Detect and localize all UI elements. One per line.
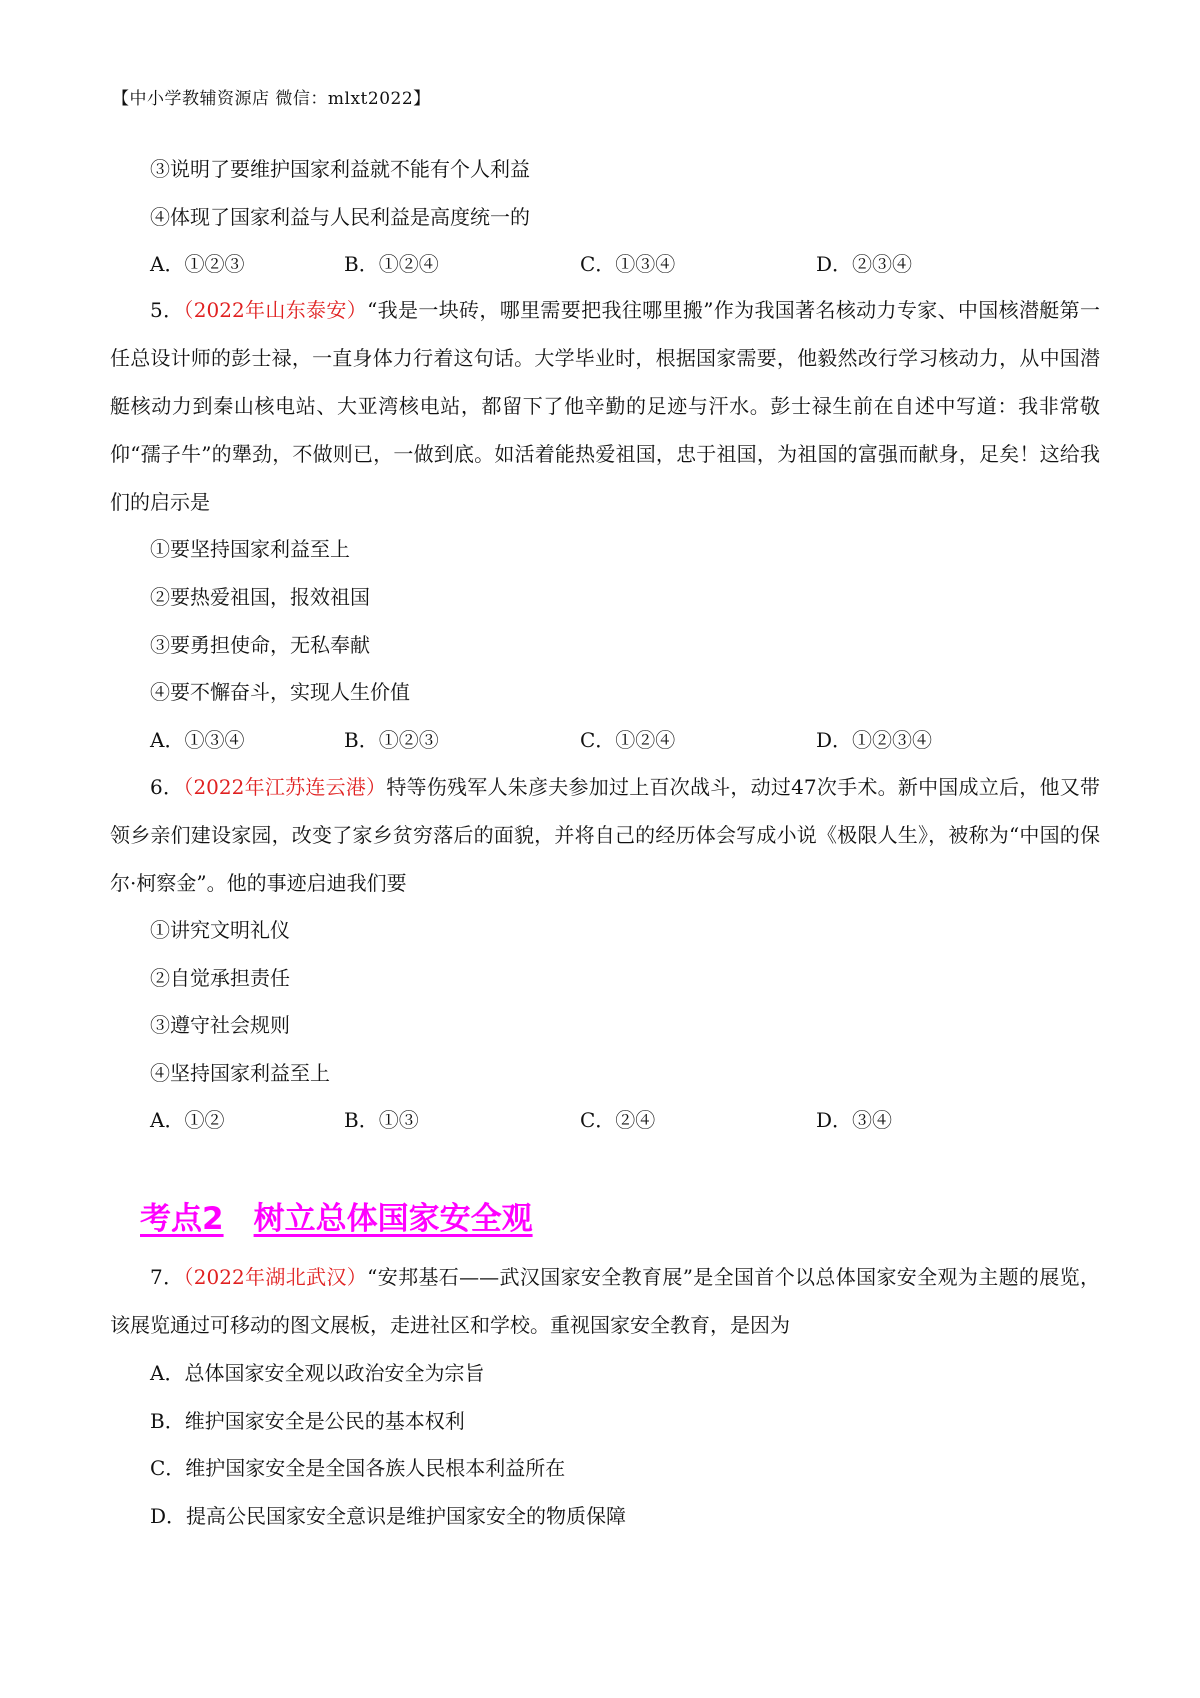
q6-item-1: ①讲究文明礼仪 (150, 918, 290, 942)
q6-item-3: ③遵守社会规则 (150, 1013, 290, 1037)
q4-option-a[interactable]: A．①②③ (150, 252, 245, 276)
q7-stem (110, 1253, 1100, 1349)
q6-text: 特等伤残军人朱彦夫参加过上百次战斗，动过47次手术。新中国成立后，他又带领乡亲们建设家园，改变了家乡贫穷落后的面貌，并将自己的经历体会写成小说《极限人生》，被称为“中国的保尔·柯察金”。他的事迹启迪我们要 (110, 775, 1101, 895)
q5-item-4: ④要不懈奋斗，实现人生价值 (150, 680, 410, 704)
section-title: 树立总体国家安全观 (253, 1201, 533, 1237)
q7-text: “安邦基石——武汉国家安全教育展”是全国首个以总体国家安全观为主题的展览，该展览通过可移动的图文展板，走进社区和学校。重视国家安全教育，是因为 (110, 1265, 1100, 1337)
q4-item-3: ③说明了要维护国家利益就不能有个人利益 (150, 157, 530, 181)
q7-option-a[interactable]: A．总体国家安全观以政治安全为宗旨 (150, 1361, 485, 1385)
q7-number: 7． (150, 1265, 184, 1289)
q4-option-c[interactable]: C．①③④ (580, 252, 676, 276)
q7-option-d[interactable]: D．提高公民国家安全意识是维护国家安全的物质保障 (150, 1504, 627, 1528)
q5-option-c[interactable]: C．①②④ (580, 728, 676, 752)
q6-stem (110, 763, 1100, 907)
q4-option-b[interactable]: B．①②④ (344, 252, 439, 276)
q5-number: 5． (150, 298, 184, 322)
section-heading (140, 1193, 533, 1238)
q6-option-c[interactable]: C．②④ (580, 1108, 656, 1132)
q6-option-a[interactable]: A．①② (150, 1108, 225, 1132)
q6-number: 6． (150, 775, 184, 799)
q6-option-d[interactable]: D．③④ (816, 1108, 893, 1132)
q5-option-b[interactable]: B．①②③ (344, 728, 439, 752)
q5-item-2: ②要热爱祖国，报效祖国 (150, 585, 370, 609)
q5-source: （2022年山东泰安） (183, 298, 368, 322)
q5-option-a[interactable]: A．①③④ (150, 728, 245, 752)
q6-item-4: ④坚持国家利益至上 (150, 1061, 330, 1085)
q6-option-b[interactable]: B．①③ (344, 1108, 419, 1132)
q5-item-1: ①要坚持国家利益至上 (150, 537, 350, 561)
q7-source: （2022年湖北武汉） (183, 1265, 368, 1289)
q5-item-3: ③要勇担使命，无私奉献 (150, 633, 370, 657)
q6-source: （2022年江苏连云港） (183, 775, 387, 799)
section-label: 考点2 (140, 1201, 224, 1237)
q4-item-4: ④体现了国家利益与人民利益是高度统一的 (150, 205, 530, 229)
q5-text: “我是一块砖，哪里需要把我往哪里搬”作为我国著名核动力专家、中国核潜艇第一任总设计师的彭士禄，一直身体力行着这句话。大学毕业时，根据国家需要，他毅然改行学习核动力，从中国潜艇核动力到秦山核电站、大亚湾核电站，都留下了他辛勤的足迹与汗水。彭士禄生前在自述中写道：我非常敬仰“孺子牛”的犟劲，不做则已，一做到底。如活着能热爱祖国，忠于祖国，为祖国的富强而献身，足矣！这给我们的启示是 (110, 298, 1100, 514)
q7-option-b[interactable]: B．维护国家安全是公民的基本权利 (150, 1409, 465, 1433)
q7-option-c[interactable]: C．维护国家安全是全国各族人民根本利益所在 (150, 1456, 566, 1480)
q6-item-2: ②自觉承担责任 (150, 966, 290, 990)
page-header: 【中小学教辅资源店 微信：mlxt2022】 (112, 89, 431, 109)
q5-stem (110, 286, 1100, 526)
q5-option-d[interactable]: D．①②③④ (816, 728, 933, 752)
q4-option-d[interactable]: D．②③④ (816, 252, 913, 276)
